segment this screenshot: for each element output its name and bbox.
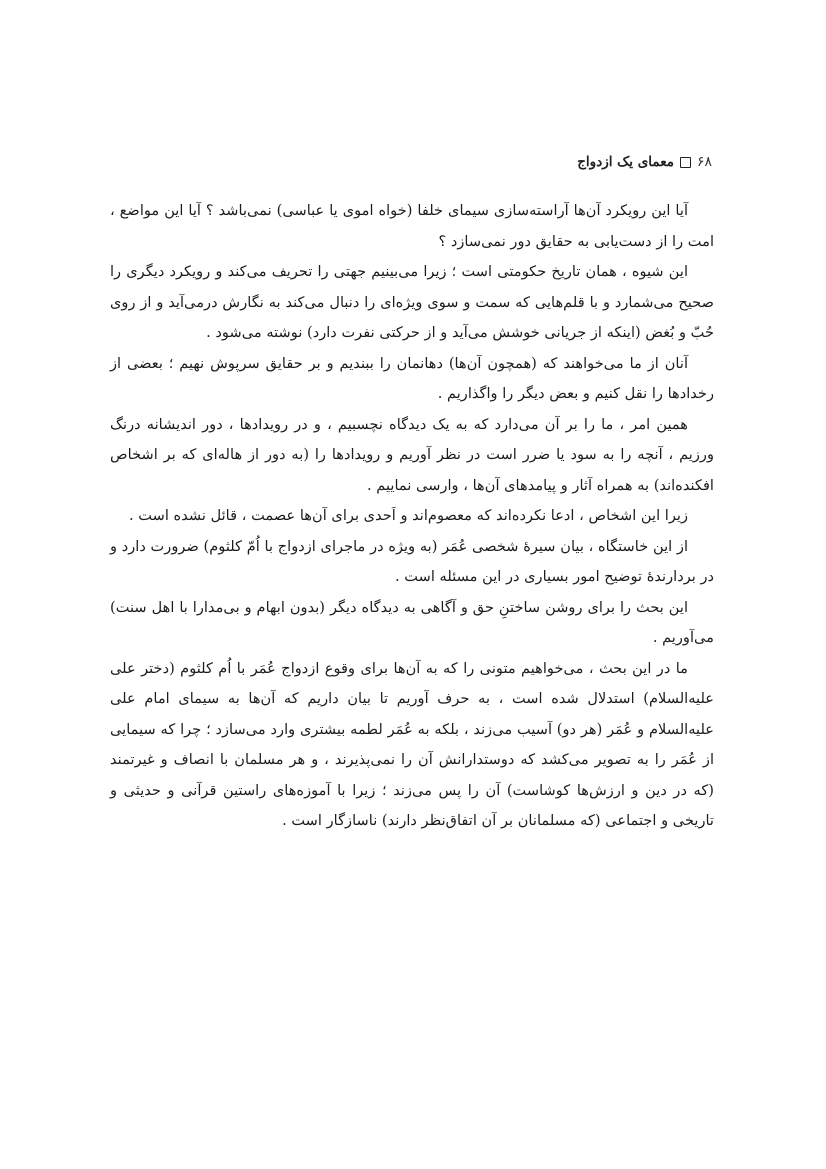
paragraph: آنان از ما می‌خواهند که (همچون آن‌ها) دهانمان را ببندیم و بر حقایق سرپوش نهیم ؛ بعضی از رخدادها را نقل کنیم و بعض دیگر را واگذاریم . <box>110 354 714 402</box>
paragraph: این بحث را برای روشن ساختنِ حق و آگاهی به دیدگاه دیگر (بدون ابهام و بی‌مدارا با اهل سنت) می‌آوریم . <box>110 598 714 646</box>
paragraph: آیا این رویکرد آن‌ها آراسته‌سازی سیمای خلفا (خواه اموی یا عباسی) نمی‌باشد ؟ آیا این مواضع ، امت را از دست‌یابی به حقایق دور نمی‌سازد ؟ <box>110 202 714 250</box>
book-title: معمای یک ازدواج <box>577 154 674 170</box>
page-number: ۶۸ <box>696 154 712 170</box>
paragraph: از این خاستگاه ، بیان سیرهٔ شخصی عُمَر (به ویژه در ماجرای ازدواج با اُمّ کلثوم) ضرورت دارد و در بردارندهٔ توضیح امور بسیاری در این مسئله است . <box>110 537 714 585</box>
running-header <box>372 150 712 174</box>
body-text <box>110 196 714 837</box>
paragraph: این شیوه ، همان تاریخ حکومتی است ؛ زیرا می‌بینیم جهتی را تحریف می‌کند و رویکرد دیگری را صحیح می‌شمارد و با قلم‌هایی که سمت و سوی ویژه‌ای را دنبال می‌کند به نگارش درمی‌آید و از روی حُبّ و بُغض (اینکه از جریانی خوشش می‌آید و از حرکتی نفرت دارد) نوشته می‌شود . <box>110 263 714 341</box>
square-outline-icon <box>680 157 691 168</box>
paragraph: همین امر ، ما را بر آن می‌دارد که به یک دیدگاه نچسبیم ، و در رویدادها ، دور اندیشانه درنگ ورزیم ، آنچه را به سود یا ضرر است در نظر آوریم و رویدادها را (به دور از هاله‌ای که بر اشخاص افکنده‌اند) به همراه آثار و پیامدهای آن‌ها ، وارسی نماییم . <box>110 415 714 494</box>
paragraph: ما در این بحث ، می‌خواهیم متونی را که به آن‌ها برای وقوع ازدواج عُمَر با اُم کلثوم (دختر علی علیه‌السلام) استدلال شده است ، به حرف آوریم تا بیان داریم که آن‌ها به سیمای امام علی علیه‌السلام و عُمَر (هر دو) آسیب می‌زند ، بلکه به عُمَر لطمه بیشتری وارد می‌سازد ؛ چرا که سیمایی از عُمَر را به تصویر می‌کشد که دوستدارانش آن را نمی‌پذیرند ، و هر مسلمان با انصاف و غیرتمند (که در دین و ارزش‌ها کوشاست) آن را پس می‌زند ؛ زیرا با آموزه‌های راستین قرآنی و حدیثی و تاریخی و اجتماعی (که مسلمانان بر آن اتفاق‌نظر دارند) ناسازگار است . <box>110 659 714 829</box>
paragraph: زیرا این اشخاص ، ادعا نکرده‌اند که معصوم‌اند و اَحدی برای آن‌ها عصمت ، قائل نشده است . <box>129 507 688 524</box>
